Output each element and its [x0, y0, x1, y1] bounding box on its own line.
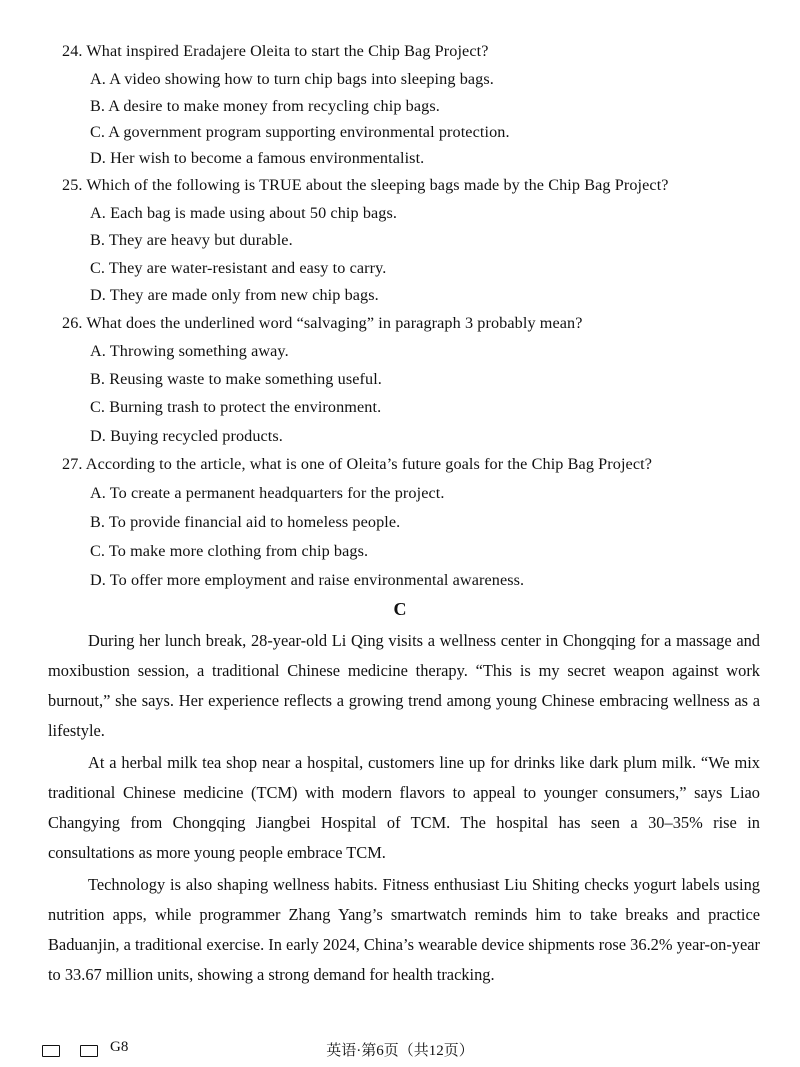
question-25-option-b: B. They are heavy but durable. [90, 231, 293, 249]
question-27-stem: 27. According to the article, what is one of Oleita’s future goals for the Chip Bag Project? [62, 455, 652, 473]
question-24-option-a: A. A video showing how to turn chip bags into sleeping bags. [90, 70, 494, 88]
question-25-stem: 25. Which of the following is TRUE about the sleeping bags made by the Chip Bag Project? [62, 176, 669, 194]
passage-paragraph-2: At a herbal milk tea shop near a hospital, customers line up for drinks like dark plum milk. “We mix traditional Chinese medicine (TCM) with modern flavors to appeal to younger consumers,” says Liao Changying from Chongqing Jiangbei Hospital of TCM. The hospital has seen a 30–35% rise in consultations as more young people embrace TCM. [48, 753, 760, 862]
section-title: C [393, 599, 407, 619]
question-25-option-a: A. Each bag is made using about 50 chip bags. [90, 204, 398, 222]
question-24-option-c: C. A government program supporting environmental protection. [90, 123, 510, 141]
question-24-stem: 24. What inspired Eradajere Oleita to start the Chip Bag Project? [62, 42, 489, 60]
question-26-option-c: C. Burning trash to protect the environment. [90, 398, 382, 416]
passage-paragraph-3: Technology is also shaping wellness habits. Fitness enthusiast Liu Shiting checks yogurt labels using nutrition apps, while programmer Zhang Yang’s smartwatch reminds him to take breaks and practice Baduanjin, a traditional exercise. In early 2024, China’s wearable device shipments rose 36.2% year-on-year to 33.67 million units, showing a strong demand for health tracking. [48, 875, 760, 984]
question-24-option-d: D. Her wish to become a famous environmentalist. [90, 149, 425, 167]
question-26-option-b: B. Reusing waste to make something useful. [90, 370, 382, 388]
footer-code: G8 [110, 1039, 129, 1055]
question-26-option-d: D. Buying recycled products. [90, 427, 283, 445]
passage-paragraph-1: During her lunch break, 28-year-old Li Qing visits a wellness center in Chongqing for a massage and moxibustion session, a traditional Chinese medicine therapy. “This is my secret weapon against work burnout,” she says. Her experience reflects a growing trend among young Chinese embracing wellness as a lifestyle. [48, 631, 760, 740]
footer-page-number: 英语·第6页（共12页） [326, 1043, 474, 1059]
question-27-option-d: D. To offer more employment and raise environmental awareness. [90, 571, 525, 589]
question-25-option-c: C. They are water-resistant and easy to carry. [90, 259, 387, 277]
question-26-option-a: A. Throwing something away. [90, 342, 289, 360]
question-25-option-d: D. They are made only from new chip bags. [90, 286, 379, 304]
question-27-option-c: C. To make more clothing from chip bags. [90, 542, 369, 560]
question-27-option-b: B. To provide financial aid to homeless people. [90, 513, 401, 531]
question-26-stem: 26. What does the underlined word “salvaging” in paragraph 3 probably mean? [62, 314, 583, 332]
question-24-option-b: B. A desire to make money from recycling chip bags. [90, 97, 440, 115]
question-27-option-a: A. To create a permanent headquarters for the project. [90, 484, 445, 502]
